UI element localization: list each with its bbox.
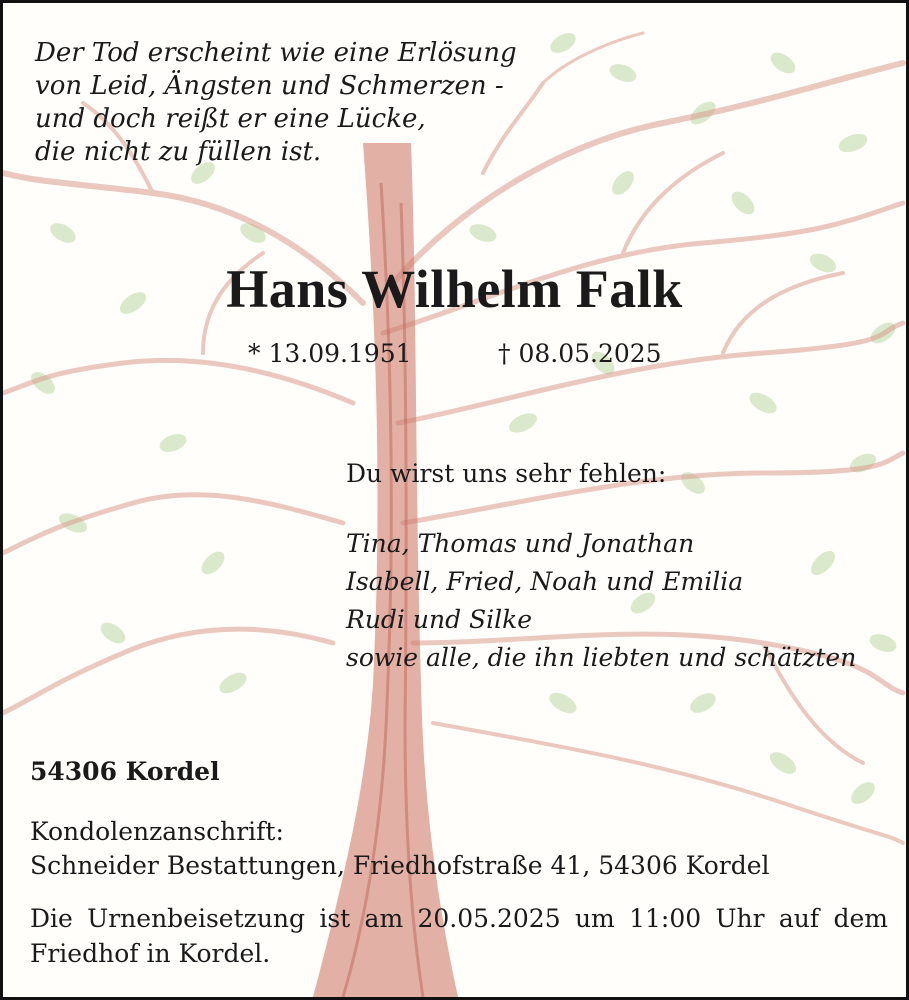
mourner-line: Tina, Thomas und Jonathan bbox=[346, 529, 695, 558]
mourner-line: Isabell, Fried, Noah und Emilia bbox=[346, 567, 744, 596]
poem bbox=[35, 37, 517, 169]
mourners-intro: Du wirst uns sehr fehlen: bbox=[346, 459, 667, 488]
condolence-address-line: Schneider Bestattungen, Friedhofstraße 41, 54306 Kordel bbox=[30, 851, 770, 880]
condolence-address bbox=[30, 815, 770, 883]
poem-line: und doch reißt er eine Lücke, bbox=[35, 104, 426, 134]
deceased-name: Hans Wilhelm Falk bbox=[226, 259, 683, 319]
location: 54306 Kordel bbox=[30, 757, 220, 786]
burial-info: Die Urnenbeisetzung ist am 20.05.2025 um 11:00 Uhr auf dem Friedhof in Kordel. bbox=[30, 904, 888, 968]
mourners-list bbox=[346, 525, 856, 677]
poem-line: Der Tod erscheint wie eine Erlösung bbox=[35, 38, 517, 68]
birth-date: * 13.09.1951 bbox=[248, 339, 412, 368]
poem-line: die nicht zu füllen ist. bbox=[35, 137, 322, 167]
mourner-line: sowie alle, die ihn liebten und schätzten bbox=[346, 643, 857, 672]
poem-line: von Leid, Ängsten und Schmerzen - bbox=[35, 71, 504, 101]
condolence-label: Kondolenzanschrift: bbox=[30, 817, 284, 846]
death-date: † 08.05.2025 bbox=[498, 339, 662, 368]
mourner-line: Rudi und Silke bbox=[346, 605, 533, 634]
